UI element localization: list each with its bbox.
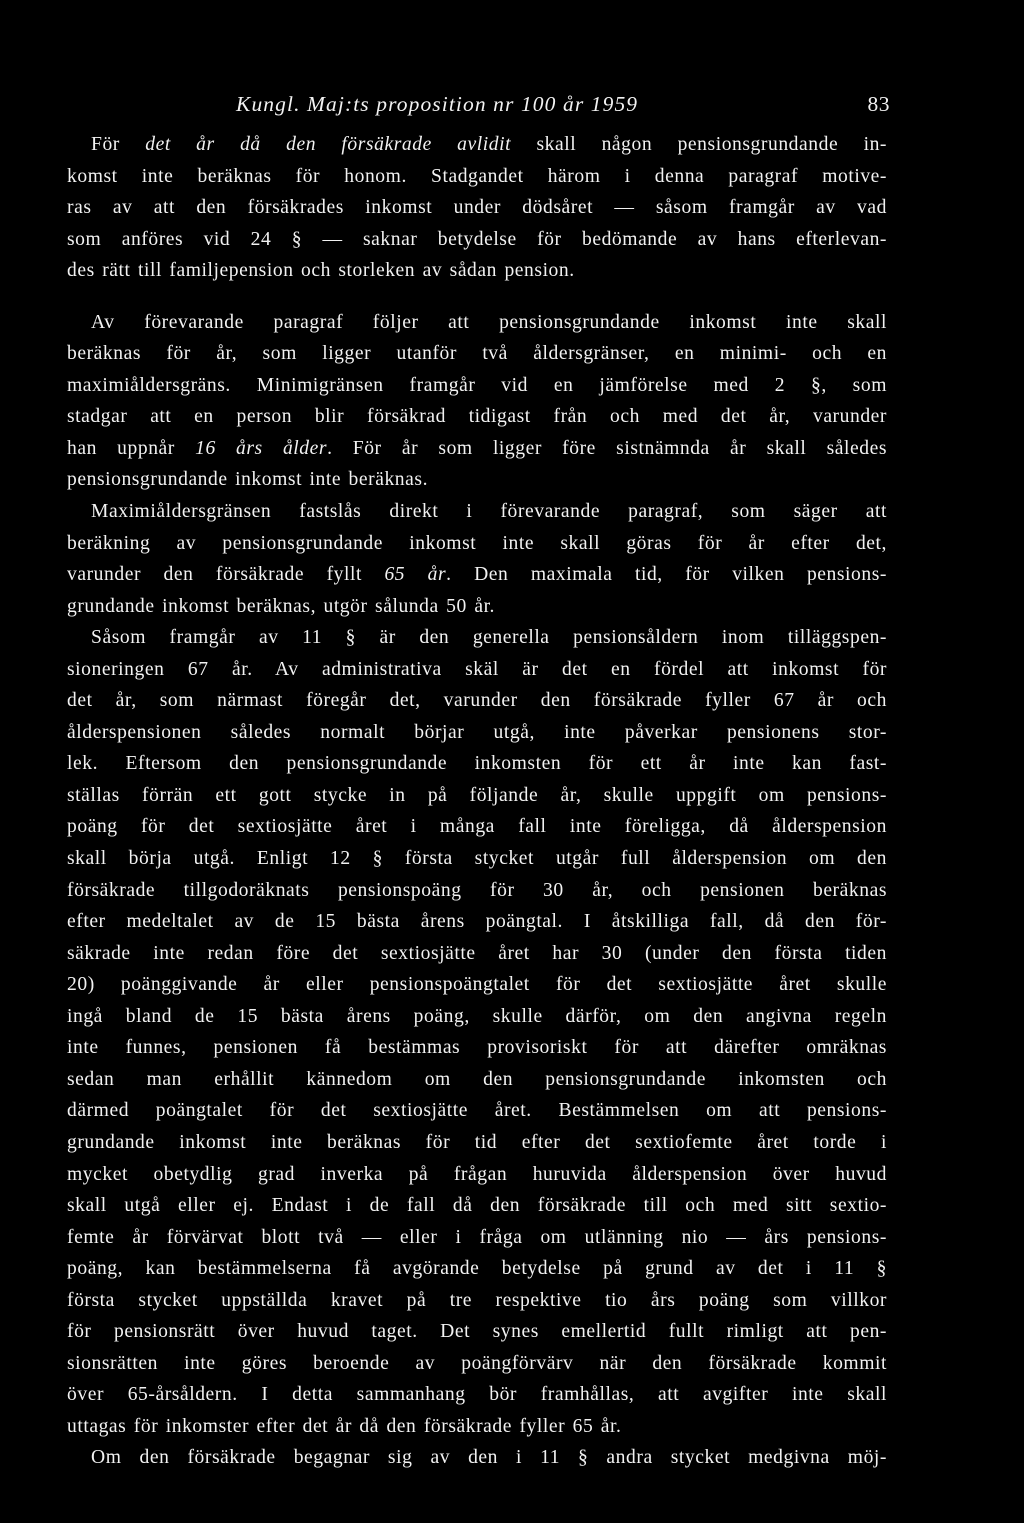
text-run: poäng, kan bestämmelserna få avgörande betydelse på grund av det i 11 §	[67, 1258, 887, 1280]
text-run: skall börja utgå. Enligt 12 § första stycket utgår full ålderspension om den	[67, 848, 887, 870]
text-run: för pensionsrätt över huvud taget. Det synes emellertid fullt rimligt att pen-	[67, 1321, 887, 1343]
text-run: komst inte beräknas för honom. Stadgandet härom i denna paragraf motive-	[67, 165, 887, 187]
text-line	[67, 906, 887, 938]
header-title: Kungl. Maj:ts proposition nr 100 år 1959	[236, 92, 639, 116]
text-line	[67, 1159, 887, 1191]
text-run: som anföres vid 24 § — saknar betydelse för bedömande av hans efterlevan-	[67, 228, 887, 250]
italic-run: det år då den försäkrade avlidit	[145, 134, 512, 155]
text-run: första stycket uppställda kravet på tre respektive tio års poäng som villkor	[67, 1289, 887, 1311]
text-line	[67, 748, 887, 780]
text-line	[67, 843, 887, 875]
text-line	[67, 1253, 887, 1285]
text-run: Av förevarande paragraf följer att pensionsgrundande inkomst inte skall	[91, 311, 887, 333]
text-line	[67, 338, 887, 370]
text-run: ålderspensionen således normalt börjar utgå, inte påverkar pensionens stor-	[67, 721, 887, 743]
text-run: maximiåldersgräns. Minimigränsen framgår vid en jämförelse med 2 §, som	[67, 374, 887, 396]
text-line	[67, 1379, 887, 1411]
text-run: 20) poänggivande år eller pensionspoängtalet för det sextiosjätte året skulle	[67, 974, 887, 996]
text-line	[67, 1095, 887, 1127]
text-line	[67, 969, 887, 1001]
text-line	[67, 559, 887, 591]
text-run: uttagas för inkomster efter det år då den försäkrade fyller 65 år.	[67, 1415, 622, 1437]
text-line	[67, 654, 887, 686]
text-run: inte funnes, pensionen få bestämmas provisoriskt för att därefter omräknas	[67, 1037, 887, 1059]
text-run: poäng för det sextiosjätte året i många fall inte föreligga, då ålderspension	[67, 816, 887, 838]
text-run: det år, som närmast föregår det, varunder den försäkrade fyller 67 år och	[67, 690, 887, 712]
text-run: grundande inkomst beräknas, utgör sålunda 50 år.	[67, 595, 496, 617]
text-run: han uppnår	[67, 437, 196, 459]
paragraph	[67, 1442, 887, 1474]
text-line	[67, 1222, 887, 1254]
text-line	[67, 192, 887, 224]
text-line	[67, 717, 887, 749]
text-run: pensionsgrundande inkomst inte beräknas.	[67, 469, 429, 491]
text-line	[67, 307, 887, 339]
italic-run: 65 år	[384, 564, 447, 586]
text-run: över 65-årsåldern. I detta sammanhang bör framhållas, att avgifter inte skall	[67, 1384, 887, 1406]
text-run: säkrade inte redan före det sextiosjätte året har 30 (under den första tiden	[67, 942, 887, 964]
text-line	[67, 1190, 887, 1222]
text-line	[67, 780, 887, 812]
text-run: femte år förvärvat blott två — eller i fråga om utlänning nio — års pensions-	[67, 1226, 887, 1248]
text-run: grundande inkomst inte beräknas för tid efter det sextiofemte året torde i	[67, 1131, 887, 1153]
text-run: ras av att den försäkrades inkomst under dödsåret — såsom framgår av vad	[67, 197, 887, 219]
text-line	[67, 464, 887, 496]
text-line	[67, 685, 887, 717]
text-run: ingå bland de 15 bästa årens poäng, skulle därför, om den angivna regeln	[67, 1005, 887, 1027]
text-line	[67, 1442, 887, 1474]
text-run: ställas förrän ett gott stycke in på följande år, skulle uppgift om pensions-	[67, 784, 887, 806]
paragraph	[67, 496, 887, 622]
text-run: des rätt till familjepension och storleken av sådan pension.	[67, 260, 575, 282]
text-run: sedan man erhållit kännedom om den pensionsgrundande inkomsten och	[67, 1068, 887, 1090]
text-line	[67, 528, 887, 560]
document-page	[67, 84, 890, 1504]
text-line	[67, 1285, 887, 1317]
text-line	[67, 370, 887, 402]
text-line	[67, 161, 887, 193]
text-run: Såsom framgår av 11 § är den generella pensionsåldern inom tilläggspen-	[91, 627, 887, 649]
text-line	[67, 496, 887, 528]
text-line	[67, 255, 887, 287]
text-line	[67, 1411, 887, 1443]
running-header	[67, 84, 890, 124]
text-line	[67, 1001, 887, 1033]
text-line	[67, 129, 887, 161]
text-run: därmed poängtalet för det sextiosjätte året. Bestämmelsen om att pensions-	[67, 1100, 887, 1122]
text-line	[67, 1348, 887, 1380]
page-number: 83	[867, 92, 890, 116]
text-line	[67, 875, 887, 907]
text-run: beräknas för år, som ligger utanför två åldersgränser, en minimi- och en	[67, 343, 887, 365]
text-line	[67, 1127, 887, 1159]
text-run: skall någon pensionsgrundande in-	[511, 134, 887, 155]
italic-run: 16 års ålder	[195, 437, 328, 459]
body-text	[67, 129, 887, 1474]
text-run: beräkning av pensionsgrundande inkomst inte skall göras för år efter det,	[67, 532, 887, 554]
text-run: skall utgå eller ej. Endast i de fall då den försäkrade till och med sitt sextio-	[67, 1195, 887, 1217]
text-run: efter medeltalet av de 15 bästa årens poängtal. I åtskilliga fall, då den för-	[67, 911, 887, 933]
text-run: varunder den försäkrade fyllt	[67, 564, 385, 586]
text-run: Maximiåldersgränsen fastslås direkt i förevarande paragraf, som säger att	[91, 501, 887, 523]
text-run: Om den försäkrade begagnar sig av den i 11 § andra stycket medgivna möj-	[91, 1447, 887, 1469]
text-line	[67, 433, 887, 465]
text-line	[67, 591, 887, 623]
paragraph	[67, 129, 887, 287]
text-line	[67, 938, 887, 970]
text-run: . För år som ligger före sistnämnda år skall således	[327, 437, 888, 459]
text-run: sionsrätten inte göres beroende av poängförvärv när den försäkrade kommit	[67, 1352, 887, 1374]
text-run: mycket obetydlig grad inverka på frågan huruvida ålderspension över huvud	[67, 1163, 887, 1185]
paragraph	[67, 622, 887, 1442]
text-run: . Den maximala tid, för vilken pensions-	[446, 564, 887, 586]
text-run: försäkrade tillgodoräknats pensionspoäng för 30 år, och pensionen beräknas	[67, 879, 887, 901]
paragraph-gap	[67, 287, 887, 307]
text-line	[67, 622, 887, 654]
text-line	[67, 1064, 887, 1096]
text-run: sioneringen 67 år. Av administrativa skäl är det en fördel att inkomst för	[67, 658, 887, 680]
text-line	[67, 1032, 887, 1064]
text-run: För	[91, 134, 146, 155]
text-line	[67, 811, 887, 843]
text-line	[67, 401, 887, 433]
text-run: stadgar att en person blir försäkrad tidigast från och med det år, varunder	[67, 406, 887, 428]
paragraph	[67, 307, 887, 496]
text-line	[67, 1316, 887, 1348]
text-run: lek. Eftersom den pensionsgrundande inkomsten för ett år inte kan fast-	[67, 753, 887, 775]
text-line	[67, 224, 887, 256]
